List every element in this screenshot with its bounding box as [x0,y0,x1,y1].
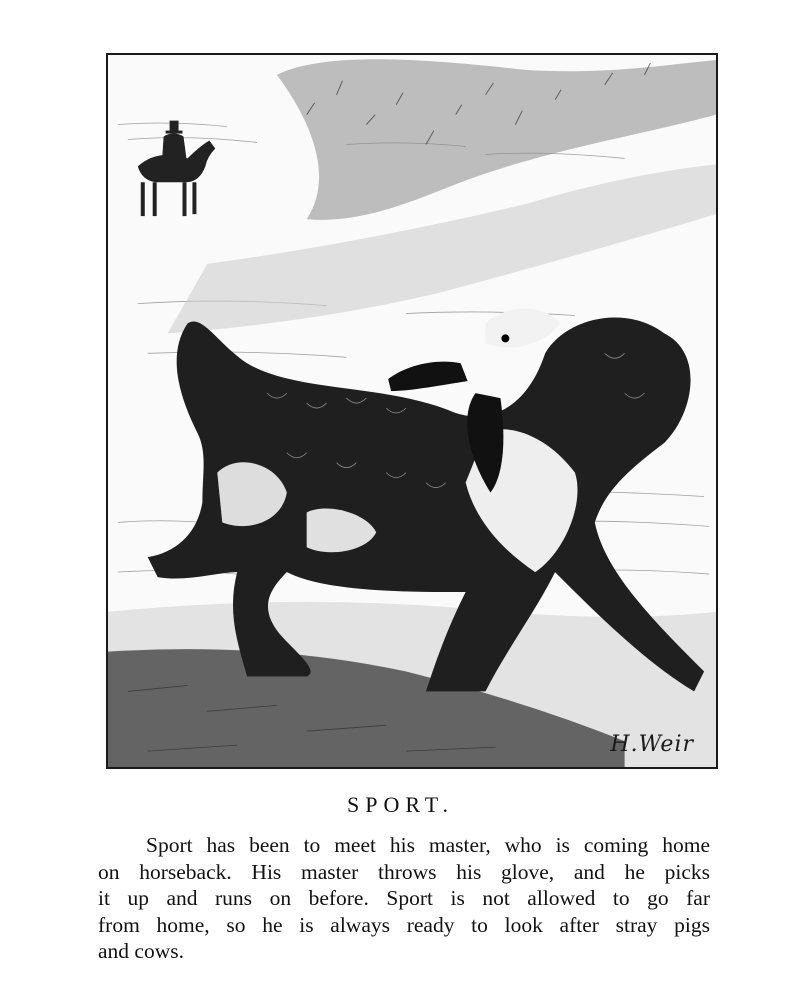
paragraph-line: it up and runs on before. Sport is not allowed to go far [98,886,710,910]
paragraph-line: Sport has been to meet his master, who is coming home [146,833,710,857]
rider-on-horse-icon [138,121,215,216]
engraving-illustration [106,53,718,769]
glove-icon [388,362,467,391]
paragraph-line: and cows. [98,939,184,963]
engraving-scene [108,55,716,767]
paragraph-line: on horseback. His master throws his glove, and he picks [98,859,710,884]
story-paragraph [98,832,710,965]
artist-signature: H.Weir [610,732,694,757]
section-title: SPORT. [346,792,455,817]
paragraph-line: from home, so he is always ready to look after stray pigs [98,912,710,937]
